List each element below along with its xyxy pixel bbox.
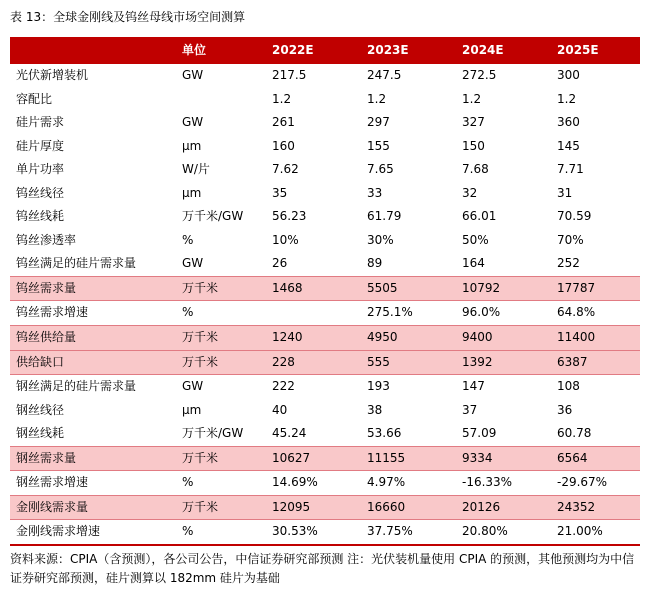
table-row bbox=[10, 276, 640, 301]
row-label: 钨丝需求增速 bbox=[16, 305, 89, 320]
cell-2024e: 20126 bbox=[456, 495, 551, 520]
cell-2025e: 64.8% bbox=[557, 305, 596, 320]
table-row bbox=[10, 471, 640, 496]
row-label: 金刚线需求增速 bbox=[10, 520, 176, 545]
cell-2023e: 33 bbox=[367, 185, 383, 200]
cell-2024e: 1.2 bbox=[462, 91, 482, 106]
cell-2022e: 228 bbox=[266, 350, 361, 375]
row-unit: 万千米 bbox=[176, 326, 266, 351]
cell-2024e: 10792 bbox=[456, 276, 551, 301]
row-label: 钢丝线耗 bbox=[16, 426, 65, 441]
market-estimate-table bbox=[10, 37, 640, 546]
table-row bbox=[10, 252, 640, 276]
cell-2025e: 6564 bbox=[551, 446, 640, 471]
source-note: 资料来源：CPIA（含预测），各公司公告，中信证券研究部预测 注：光伏装机量使用 CPIA 的预测，其他预测均为中信证券研究部预测，硅片测算以 182mm 硅片为基础 bbox=[10, 552, 635, 585]
row-label: 硅片厚度 bbox=[16, 138, 65, 153]
cell-2024e: 9334 bbox=[456, 446, 551, 471]
cell-2023e: 4.97% bbox=[367, 475, 406, 490]
table-row bbox=[10, 495, 640, 520]
row-unit: μm bbox=[182, 185, 202, 200]
cell-2023e: 275.1% bbox=[367, 305, 413, 320]
cell-2025e: 6387 bbox=[551, 350, 640, 375]
cell-2023e: 155 bbox=[367, 138, 390, 153]
table-row bbox=[10, 182, 640, 206]
row-label: 钨丝供给量 bbox=[10, 326, 176, 351]
row-unit: GW bbox=[182, 256, 204, 271]
cell-2022e: 45.24 bbox=[272, 426, 307, 441]
header-cell-label bbox=[10, 37, 176, 64]
row-unit: % bbox=[176, 520, 266, 545]
cell-2024e: 327 bbox=[462, 115, 485, 130]
row-label: 钨丝线耗 bbox=[16, 209, 65, 224]
cell-2022e: 10% bbox=[272, 232, 299, 247]
cell-2022e: 7.62 bbox=[272, 162, 299, 177]
cell-2022e: 10627 bbox=[266, 446, 361, 471]
cell-2023e: 61.79 bbox=[367, 209, 402, 224]
row-label: 硅片需求 bbox=[16, 115, 65, 130]
row-unit: % bbox=[182, 475, 194, 490]
cell-2024e: -16.33% bbox=[462, 475, 513, 490]
cell-2025e: -29.67% bbox=[557, 475, 608, 490]
cell-2024e: 7.68 bbox=[462, 162, 489, 177]
cell-2024e: 96.0% bbox=[462, 305, 501, 320]
row-label: 单片功率 bbox=[16, 162, 65, 177]
cell-2024e: 1392 bbox=[456, 350, 551, 375]
cell-2022e: 261 bbox=[272, 115, 295, 130]
cell-2023e: 38 bbox=[367, 402, 383, 417]
cell-2023e: 7.65 bbox=[367, 162, 394, 177]
table-row bbox=[10, 205, 640, 229]
row-label: 钨丝线径 bbox=[16, 185, 65, 200]
cell-2023e: 193 bbox=[367, 379, 390, 394]
row-unit: % bbox=[182, 232, 194, 247]
table-row bbox=[10, 520, 640, 545]
table-row bbox=[10, 158, 640, 182]
cell-2025e: 70.59 bbox=[557, 209, 592, 224]
cell-2023e: 30% bbox=[367, 232, 394, 247]
cell-2023e: 11155 bbox=[361, 446, 456, 471]
cell-2025e: 31 bbox=[557, 185, 573, 200]
row-label: 钨丝满足的硅片需求量 bbox=[16, 256, 137, 271]
table-row bbox=[10, 446, 640, 471]
cell-2024e: 164 bbox=[462, 256, 485, 271]
cell-2024e: 37 bbox=[462, 402, 478, 417]
row-unit: W/片 bbox=[182, 162, 210, 177]
table-row bbox=[10, 135, 640, 159]
row-label: 钢丝需求增速 bbox=[16, 475, 89, 490]
cell-2022e: 56.23 bbox=[272, 209, 307, 224]
cell-2025e: 300 bbox=[557, 68, 580, 82]
row-unit: GW bbox=[182, 68, 204, 82]
table-title: 表 13：全球金刚线及钨丝母线市场空间测算 bbox=[10, 10, 246, 24]
table-row bbox=[10, 229, 640, 253]
cell-2025e: 145 bbox=[557, 138, 580, 153]
row-unit: 万千米 bbox=[176, 495, 266, 520]
cell-2025e: 21.00% bbox=[551, 520, 640, 545]
cell-2022e: 160 bbox=[272, 138, 295, 153]
row-label: 供给缺口 bbox=[10, 350, 176, 375]
cell-2023e: 1.2 bbox=[367, 91, 387, 106]
row-label: 钨丝需求量 bbox=[10, 276, 176, 301]
cell-2023e: 16660 bbox=[361, 495, 456, 520]
cell-2025e: 1.2 bbox=[557, 91, 577, 106]
cell-2023e: 247.5 bbox=[367, 68, 402, 82]
row-unit: GW bbox=[182, 115, 204, 130]
cell-2022e: 35 bbox=[272, 185, 288, 200]
header-cell-2023e: 2023E bbox=[361, 37, 456, 64]
table-row bbox=[10, 64, 640, 88]
cell-2024e: 272.5 bbox=[462, 68, 497, 82]
cell-2025e: 70% bbox=[557, 232, 584, 247]
cell-2025e: 360 bbox=[557, 115, 580, 130]
cell-2024e: 147 bbox=[462, 379, 485, 394]
header-cell-2022e: 2022E bbox=[266, 37, 361, 64]
table-row bbox=[10, 111, 640, 135]
table-row bbox=[10, 350, 640, 375]
table-row bbox=[10, 88, 640, 112]
cell-2024e: 57.09 bbox=[462, 426, 497, 441]
cell-2023e: 37.75% bbox=[361, 520, 456, 545]
cell-2023e: 5505 bbox=[361, 276, 456, 301]
table-row bbox=[10, 326, 640, 351]
header-cell-2024e: 2024E bbox=[456, 37, 551, 64]
table-header-row bbox=[10, 37, 640, 64]
cell-2024e: 50% bbox=[462, 232, 489, 247]
table-row bbox=[10, 301, 640, 326]
row-label: 钢丝线径 bbox=[16, 402, 65, 417]
cell-2025e: 36 bbox=[557, 402, 573, 417]
cell-2024e: 150 bbox=[462, 138, 485, 153]
row-label: 容配比 bbox=[16, 91, 53, 106]
header-cell-unit: 单位 bbox=[176, 37, 266, 64]
row-label: 钢丝满足的硅片需求量 bbox=[16, 379, 137, 394]
row-unit: 万千米 bbox=[176, 446, 266, 471]
cell-2023e: 89 bbox=[367, 256, 383, 271]
cell-2023e: 4950 bbox=[361, 326, 456, 351]
cell-2025e: 17787 bbox=[551, 276, 640, 301]
cell-2023e: 53.66 bbox=[367, 426, 402, 441]
cell-2025e: 11400 bbox=[551, 326, 640, 351]
row-unit: 万千米/GW bbox=[182, 209, 244, 224]
cell-2022e: 26 bbox=[272, 256, 288, 271]
cell-2025e: 24352 bbox=[551, 495, 640, 520]
cell-2022e: 40 bbox=[272, 402, 288, 417]
cell-2022e: 222 bbox=[272, 379, 295, 394]
row-unit: GW bbox=[182, 379, 204, 394]
cell-2022e: 1240 bbox=[266, 326, 361, 351]
cell-2025e: 60.78 bbox=[557, 426, 592, 441]
row-unit bbox=[176, 88, 266, 112]
row-unit: 万千米 bbox=[176, 276, 266, 301]
cell-2022e: 12095 bbox=[266, 495, 361, 520]
header-cell-2025e: 2025E bbox=[551, 37, 640, 64]
cell-2022e bbox=[266, 301, 361, 326]
cell-2025e: 252 bbox=[557, 256, 580, 271]
row-label: 光伏新增装机 bbox=[16, 68, 89, 82]
cell-2024e: 32 bbox=[462, 185, 478, 200]
cell-2024e: 20.80% bbox=[456, 520, 551, 545]
cell-2023e: 297 bbox=[367, 115, 390, 130]
cell-2025e: 108 bbox=[557, 379, 580, 394]
cell-2022e: 217.5 bbox=[272, 68, 307, 82]
row-unit: 万千米/GW bbox=[182, 426, 244, 441]
cell-2022e: 1468 bbox=[266, 276, 361, 301]
cell-2022e: 1.2 bbox=[272, 91, 292, 106]
table-row bbox=[10, 422, 640, 446]
table-row bbox=[10, 399, 640, 423]
row-unit: 万千米 bbox=[176, 350, 266, 375]
row-unit: μm bbox=[182, 402, 202, 417]
cell-2022e: 14.69% bbox=[272, 475, 318, 490]
row-label: 钨丝渗透率 bbox=[16, 232, 77, 247]
row-label: 金刚线需求量 bbox=[10, 495, 176, 520]
row-label: 钢丝需求量 bbox=[10, 446, 176, 471]
row-unit: % bbox=[182, 305, 194, 320]
cell-2025e: 7.71 bbox=[557, 162, 584, 177]
cell-2024e: 66.01 bbox=[462, 209, 497, 224]
cell-2023e: 555 bbox=[361, 350, 456, 375]
row-unit: μm bbox=[182, 138, 202, 153]
cell-2022e: 30.53% bbox=[266, 520, 361, 545]
cell-2024e: 9400 bbox=[456, 326, 551, 351]
table-row bbox=[10, 375, 640, 399]
